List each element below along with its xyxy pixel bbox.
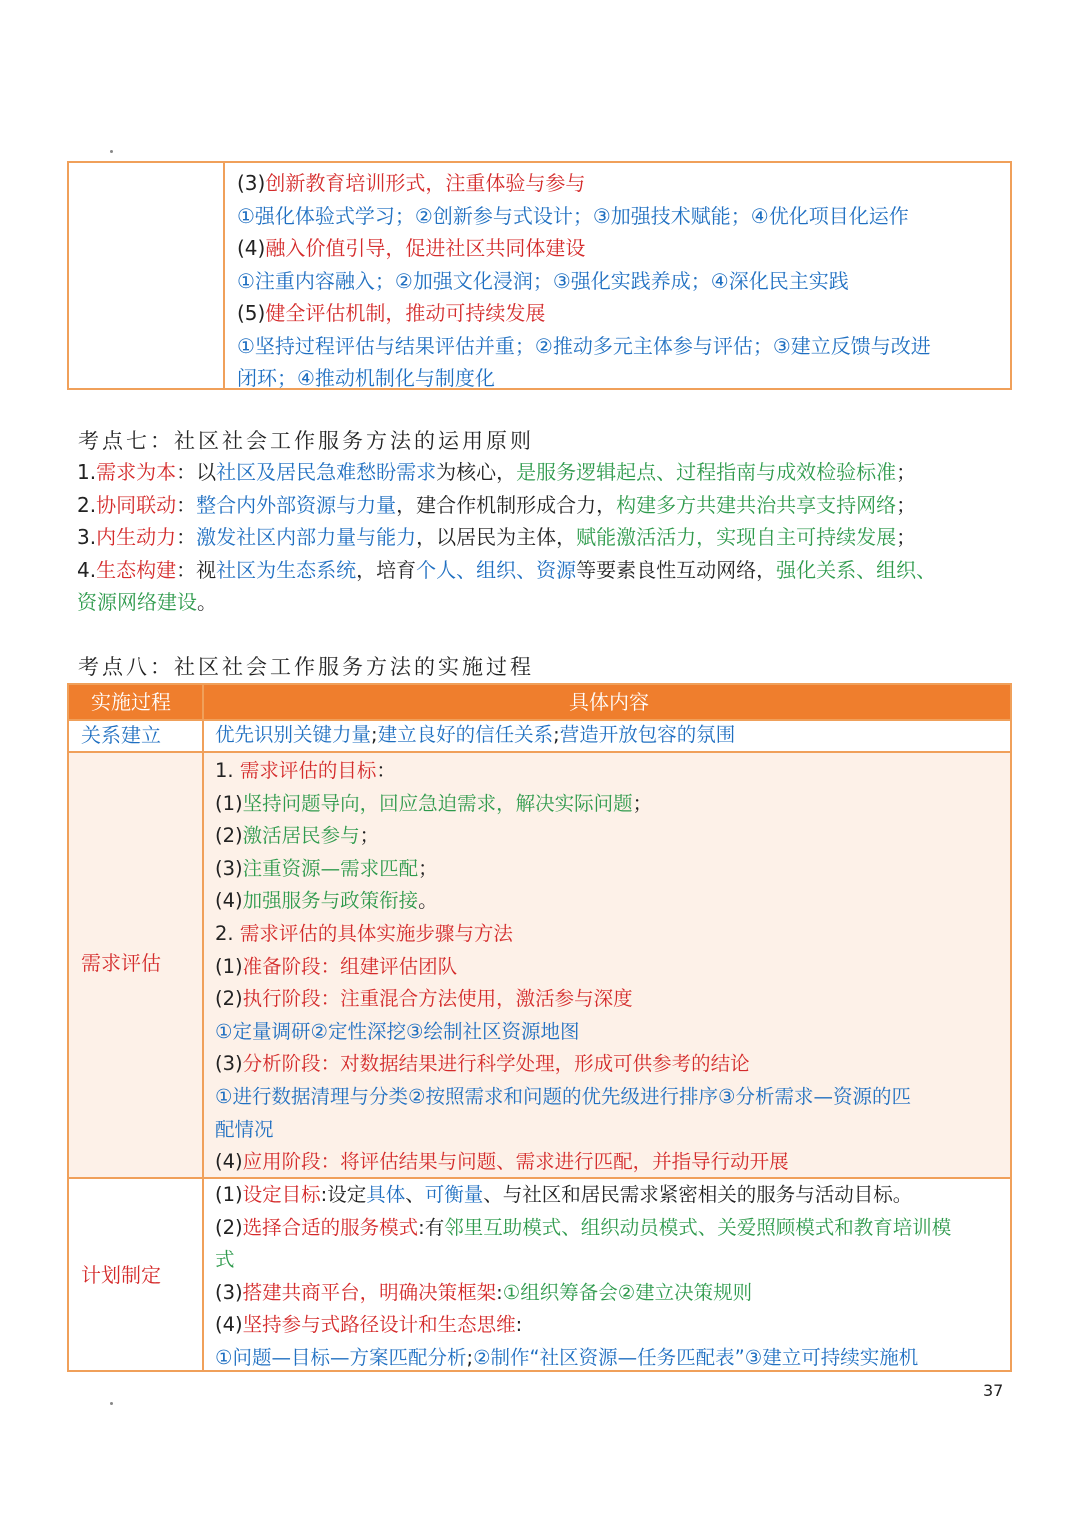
text-segment: 激活居民参与	[242, 824, 360, 848]
text-segment: 闭环；④推动机制化与制度化	[237, 366, 495, 390]
continuation-table-left-cell	[69, 163, 225, 388]
text-segment: ，培育	[356, 557, 417, 582]
section7-principles	[77, 456, 1012, 619]
text-segment: 应用阶段：将评估结果与问题、需求进行匹配，并指导行动开展	[242, 1150, 789, 1174]
text-segment: 优先识别关键力量	[215, 723, 372, 746]
text-segment: 3.	[77, 525, 97, 550]
text-segment: 。	[418, 889, 438, 913]
column-divider	[202, 685, 204, 1370]
text-segment: 坚持参与式路径设计和生态思维	[242, 1313, 516, 1337]
text-line	[215, 755, 1005, 788]
text-line	[237, 265, 1005, 298]
text-segment: 需求评估的具体实施步骤与方法	[239, 921, 513, 945]
text-segment: 个人、组织、资源	[416, 557, 577, 582]
text-segment: 建立良好的信任关系	[377, 723, 554, 746]
text-segment: (3)	[237, 171, 266, 195]
text-segment: 营造开放包容的氛围	[559, 723, 736, 746]
text-segment: 设定目标	[242, 1183, 321, 1206]
page-number: 37	[983, 1381, 1004, 1400]
text-line	[215, 1244, 1005, 1277]
text-line	[215, 1048, 1005, 1081]
text-segment: 构建多方共建共治共享支持网络	[616, 492, 897, 517]
text-segment: (2)	[215, 1215, 243, 1239]
header-col-content: 具体内容	[569, 690, 649, 714]
text-segment: (4)	[237, 236, 266, 260]
text-segment: ;	[466, 1345, 474, 1369]
text-line	[215, 983, 1005, 1016]
text-line	[77, 521, 1012, 554]
text-segment: 选择合适的服务模式	[242, 1215, 419, 1239]
text-line	[215, 820, 1005, 853]
text-segment: ①强化体验式学习；②创新参与式设计；③加强技术赋能；④优化项目化运作	[237, 203, 909, 228]
text-segment: (1)	[215, 1183, 243, 1206]
text-segment: 准备阶段：组建评估团队	[242, 954, 458, 978]
text-segment: (1)	[215, 954, 243, 978]
text-segment: 邻里互助模式、组织动员模式、关爱照顾模式和教育培训模	[444, 1215, 952, 1239]
row-label-needs: 需求评估	[81, 951, 161, 975]
section8-title: 考点八：社区社会工作服务方法的实施过程	[78, 655, 534, 679]
row-label-plan: 计划制定	[81, 1263, 161, 1287]
text-line	[215, 1309, 1005, 1342]
text-segment: 坚持问题导向，回应急迫需求，解决实际问题	[242, 791, 633, 815]
text-segment: ，建合作机制形成合力，	[396, 492, 617, 517]
text-segment: 执行阶段：注重混合方法使用，激活参与深度	[242, 987, 633, 1011]
text-segment: 搭建共商平台，明确决策框架	[242, 1280, 497, 1304]
text-segment: (3)	[215, 856, 243, 880]
text-line	[215, 1212, 1005, 1245]
text-line	[215, 1146, 1005, 1179]
text-segment: 4.	[77, 557, 97, 582]
text-segment: 2.	[77, 492, 97, 517]
continuation-table-content	[237, 167, 1005, 395]
text-segment: ②制作“社区资源—任务匹配表”③建立可持续实施机	[473, 1345, 919, 1369]
text-segment: ①组织筹备会②建立决策规则	[502, 1280, 753, 1304]
text-segment: ;	[553, 723, 560, 746]
process-table	[67, 683, 1012, 1372]
text-segment: 是服务逻辑起点、过程指南与成效检验标准	[516, 460, 897, 484]
text-segment: ；	[896, 525, 917, 550]
text-segment: 配情况	[215, 1117, 274, 1141]
table-header	[69, 685, 1010, 719]
text-line	[237, 330, 1005, 363]
row-label-relation: 关系建立	[81, 723, 161, 747]
corner-mark-bottom	[110, 1402, 113, 1405]
relation-content	[215, 719, 1005, 751]
text-segment: 整合内外部资源与力量	[196, 492, 397, 517]
header-col-process: 实施过程	[91, 690, 171, 714]
text-segment: ：视	[176, 557, 217, 582]
text-line	[77, 456, 1012, 489]
text-segment: 式	[215, 1248, 235, 1272]
text-segment: 2.	[215, 921, 240, 945]
text-segment: 强化关系、组织、	[776, 557, 937, 582]
text-segment: ；	[896, 492, 917, 517]
text-segment: 1.	[215, 759, 240, 782]
text-line	[215, 1179, 1005, 1212]
text-segment: 需求为本	[96, 460, 177, 484]
text-segment: ：	[176, 492, 197, 517]
text-segment: 社区为生态系统	[216, 557, 357, 582]
text-segment: 资源网络建设	[77, 590, 197, 615]
text-segment: 健全评估机制，推动可持续发展	[265, 301, 546, 325]
text-segment: ；	[418, 856, 438, 880]
text-segment: 分析阶段：对数据结果进行科学处理，形成可供参考的结论	[242, 1052, 750, 1076]
text-segment: (4)	[215, 1313, 243, 1337]
text-segment: 内生动力	[96, 525, 177, 550]
continuation-table	[67, 161, 1012, 390]
text-line	[237, 232, 1005, 265]
text-segment: ，以居民为主体，	[416, 525, 577, 550]
text-line	[237, 297, 1005, 330]
text-line	[215, 1016, 1005, 1049]
text-segment: (1)	[215, 791, 243, 815]
text-segment: ①问题—目标—方案匹配分析	[215, 1345, 467, 1369]
text-segment: ：	[176, 525, 197, 550]
needs-content	[215, 755, 1005, 1179]
text-segment: ；	[896, 460, 917, 484]
text-segment: (5)	[237, 301, 266, 325]
text-segment: ：以	[176, 460, 217, 484]
text-segment: ①进行数据清理与分类②按照需求和问题的优先级进行排序③分析需求—资源的匹	[215, 1084, 911, 1108]
text-segment: 1.	[77, 460, 97, 484]
text-segment: ；	[632, 791, 653, 815]
corner-mark-top	[110, 150, 113, 153]
text-segment: 。	[197, 590, 217, 615]
text-line	[215, 1342, 1005, 1375]
text-segment: 、	[405, 1183, 425, 1206]
text-segment: 融入价值引导，促进社区共同体建设	[265, 236, 586, 260]
text-segment: :	[496, 1280, 503, 1304]
text-segment: (4)	[215, 889, 243, 913]
text-segment: (3)	[215, 1052, 243, 1076]
text-segment: 需求评估的目标	[239, 759, 377, 782]
text-segment: 社区及居民急难愁盼需求	[216, 460, 437, 484]
text-line	[215, 1114, 1005, 1147]
text-line	[215, 918, 1005, 951]
text-segment: ;	[371, 723, 378, 746]
text-segment: :设定	[320, 1183, 367, 1206]
text-segment: (2)	[215, 987, 243, 1011]
text-line	[215, 885, 1005, 918]
text-segment: 创新教育培训形式，注重体验与参与	[265, 171, 586, 195]
text-segment: 赋能激活活力，实现自主可持续发展	[576, 525, 897, 550]
text-line	[215, 951, 1005, 984]
text-segment: 生态构建	[96, 557, 177, 582]
text-segment: ①注重内容融入；②加强文化浸润；③强化实践养成；④深化民主实践	[237, 268, 849, 293]
text-segment: ；	[359, 824, 380, 848]
section7-title: 考点七：社区社会工作服务方法的运用原则	[78, 429, 534, 453]
text-segment: 为核心，	[436, 460, 517, 484]
text-segment: (2)	[215, 824, 243, 848]
text-segment: 、与社区和居民需求紧密相关的服务与活动目标。	[483, 1183, 913, 1206]
row-divider	[69, 751, 1010, 753]
text-line	[77, 554, 1012, 587]
text-segment: 具体	[366, 1183, 406, 1206]
text-segment: 加强服务与政策衔接	[242, 889, 419, 913]
text-segment: (3)	[215, 1280, 243, 1304]
text-line	[77, 489, 1012, 522]
text-segment: :	[515, 1313, 523, 1337]
text-segment: :有	[418, 1215, 445, 1239]
text-line	[237, 362, 1005, 395]
text-segment: 激发社区内部力量与能力	[196, 525, 417, 550]
text-line	[215, 788, 1005, 821]
plan-content	[215, 1179, 1005, 1375]
text-segment: 可衡量	[424, 1183, 484, 1206]
text-line	[237, 200, 1005, 233]
text-line	[237, 167, 1005, 200]
text-line	[215, 1277, 1005, 1310]
text-segment: 等要素良性互动网络，	[576, 557, 777, 582]
text-line	[215, 1081, 1005, 1114]
text-segment: (4)	[215, 1150, 243, 1174]
text-segment: 协同联动	[96, 492, 177, 517]
text-line	[77, 586, 1012, 619]
text-line	[215, 853, 1005, 886]
text-segment: ①定量调研②定性深挖③绘制社区资源地图	[215, 1019, 580, 1043]
text-segment: ①坚持过程评估与结果评估并重；②推动多元主体参与评估；③建立反馈与改进	[237, 333, 931, 358]
text-segment: ：	[376, 759, 396, 782]
text-segment: 注重资源—需求匹配	[242, 856, 419, 880]
